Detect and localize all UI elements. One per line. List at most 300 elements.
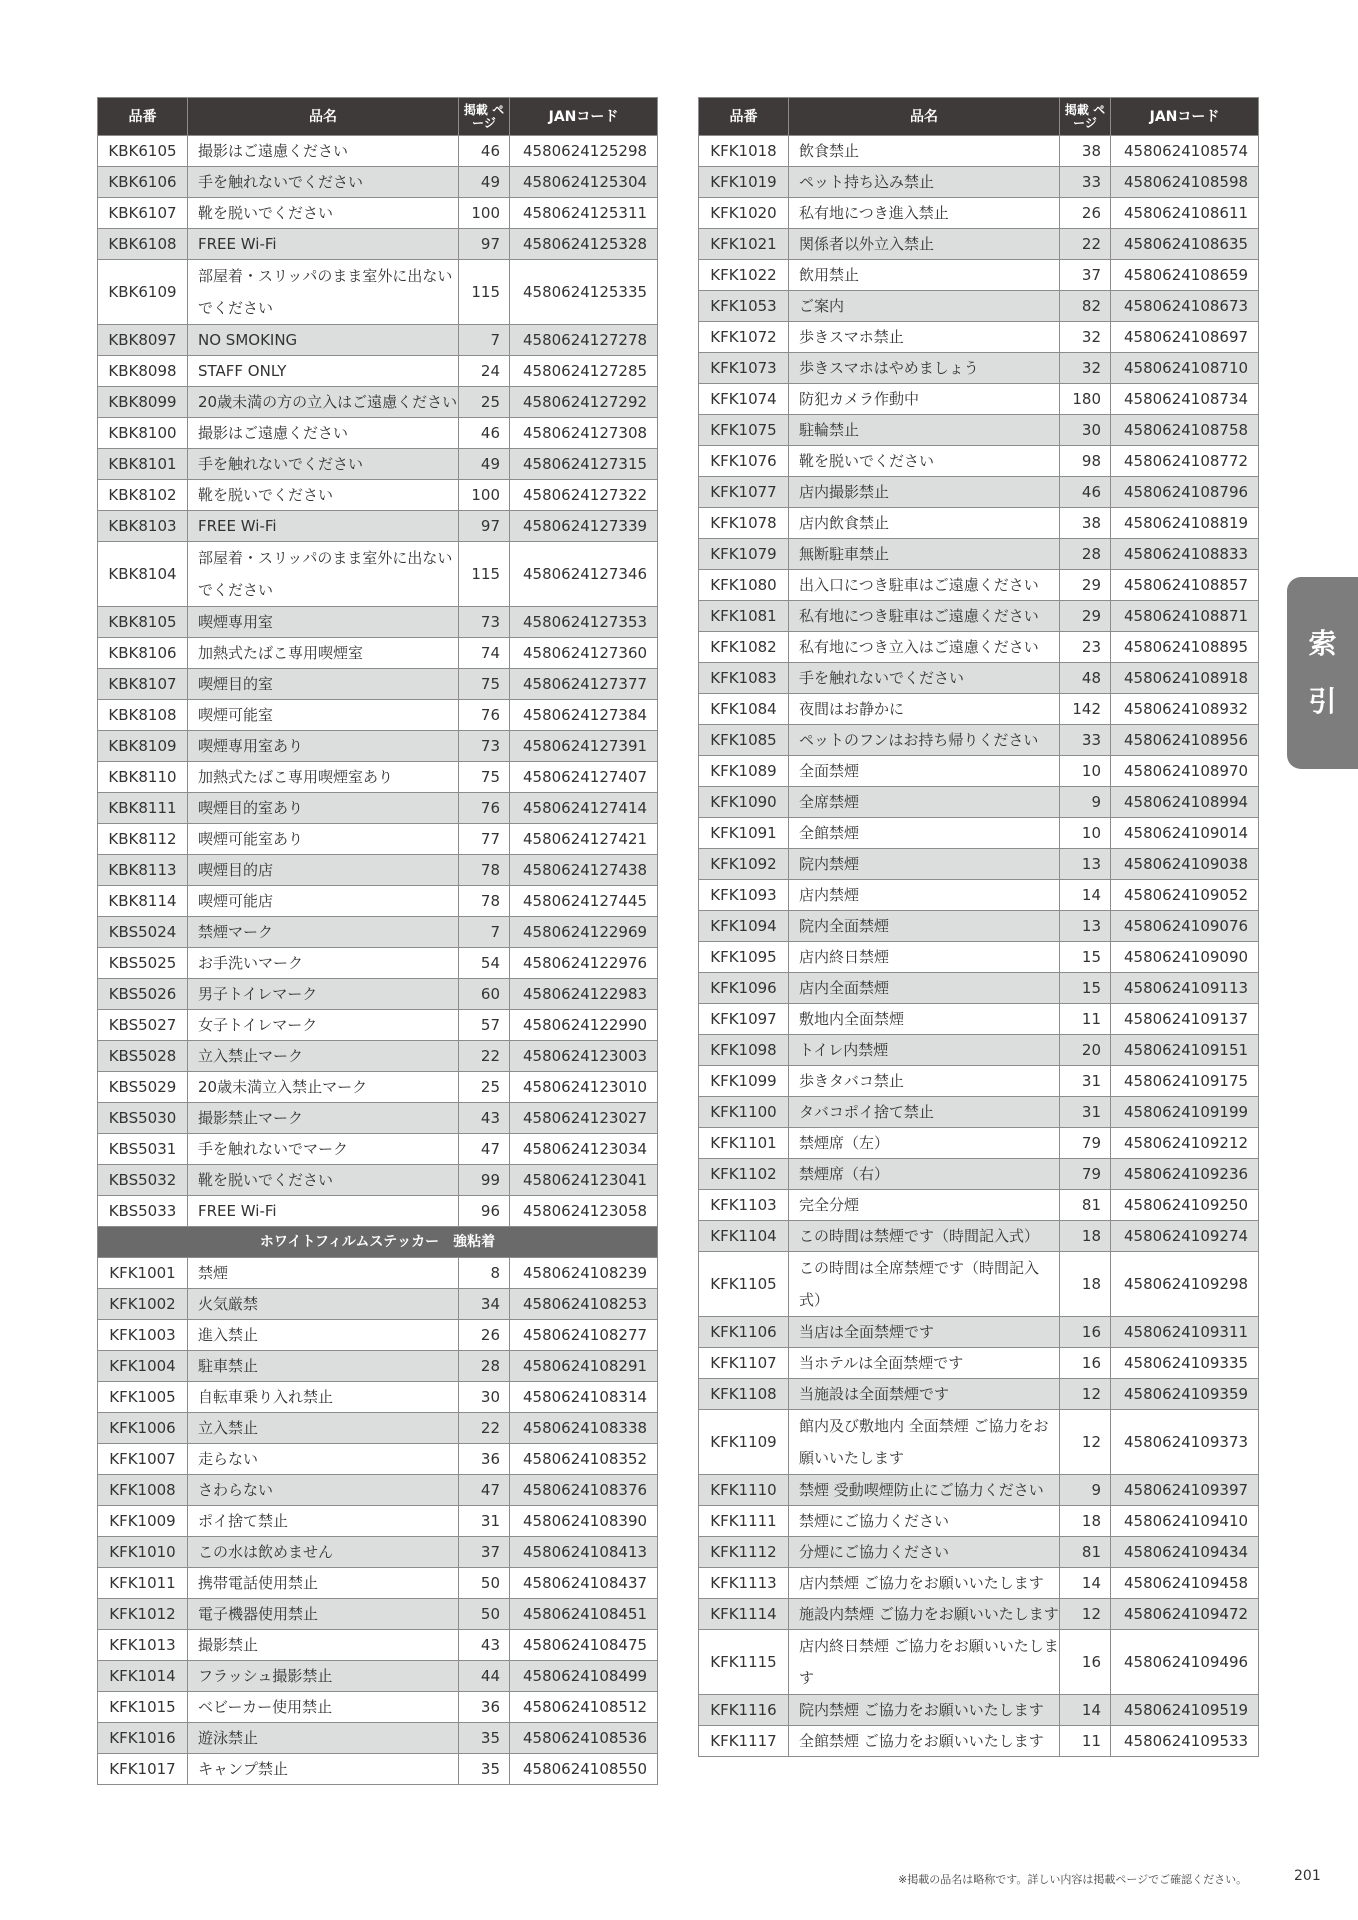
table-row xyxy=(699,229,1259,260)
item-name: 歩きスマホはやめましょう xyxy=(789,353,1060,384)
item-name: さわらない xyxy=(188,1475,459,1506)
page-ref: 43 xyxy=(459,1103,510,1134)
side-tab-char-2: 引 xyxy=(1308,685,1337,718)
item-name: 禁煙席（右） xyxy=(789,1159,1060,1190)
item-code: KFK1105 xyxy=(699,1252,789,1317)
jan-code: 4580624109250 xyxy=(1111,1190,1259,1221)
page-ref: 74 xyxy=(459,638,510,669)
page-ref: 100 xyxy=(459,480,510,511)
jan-code: 4580624108994 xyxy=(1111,787,1259,818)
table-row xyxy=(98,418,658,449)
table-row xyxy=(98,167,658,198)
item-name: 私有地につき立入はご遠慮ください xyxy=(789,632,1060,663)
item-code: KFK1010 xyxy=(98,1537,188,1568)
item-name: 店内禁煙 xyxy=(789,880,1060,911)
jan-code: 4580624108970 xyxy=(1111,756,1259,787)
item-name: 禁煙 受動喫煙防止にご協力ください xyxy=(789,1475,1060,1506)
table-row xyxy=(699,694,1259,725)
table-row xyxy=(699,1317,1259,1348)
item-name: 喫煙可能室 xyxy=(188,700,459,731)
jan-code: 4580624108697 xyxy=(1111,322,1259,353)
table-row xyxy=(699,291,1259,322)
jan-code: 4580624108338 xyxy=(510,1413,658,1444)
jan-code: 4580624108390 xyxy=(510,1506,658,1537)
jan-code: 4580624109137 xyxy=(1111,1004,1259,1035)
left-table-body xyxy=(98,136,658,1785)
page-ref: 97 xyxy=(459,511,510,542)
jan-code: 4580624108857 xyxy=(1111,570,1259,601)
item-name: 完全分煙 xyxy=(789,1190,1060,1221)
table-row xyxy=(98,1506,658,1537)
page-ref: 60 xyxy=(459,979,510,1010)
page-ref: 50 xyxy=(459,1568,510,1599)
item-name: 飲食禁止 xyxy=(789,136,1060,167)
item-code: KBK8107 xyxy=(98,669,188,700)
item-code: KBK8108 xyxy=(98,700,188,731)
table-row xyxy=(98,480,658,511)
page-ref: 30 xyxy=(1060,415,1111,446)
item-name: この時間は全席禁煙です（時間記入式） xyxy=(789,1252,1060,1317)
page-ref: 28 xyxy=(1060,539,1111,570)
table-row xyxy=(699,1004,1259,1035)
item-name: 防犯カメラ作動中 xyxy=(789,384,1060,415)
item-code: KFK1113 xyxy=(699,1568,789,1599)
item-name: 駐輪禁止 xyxy=(789,415,1060,446)
table-row xyxy=(98,1692,658,1723)
item-code: KBK8101 xyxy=(98,449,188,480)
table-row xyxy=(98,1072,658,1103)
index-table-left xyxy=(97,97,658,1785)
table-header-row xyxy=(98,98,658,136)
page-ref: 99 xyxy=(459,1165,510,1196)
table-row xyxy=(98,793,658,824)
item-code: KBS5030 xyxy=(98,1103,188,1134)
item-name: 手を触れないでください xyxy=(188,449,459,480)
item-name: 靴を脱いでください xyxy=(188,480,459,511)
table-row xyxy=(699,756,1259,787)
item-name: 手を触れないでマーク xyxy=(188,1134,459,1165)
page-ref: 12 xyxy=(1060,1379,1111,1410)
jan-code: 4580624108291 xyxy=(510,1351,658,1382)
item-name: 出入口につき駐車はご遠慮ください xyxy=(789,570,1060,601)
jan-code: 4580624123041 xyxy=(510,1165,658,1196)
table-row xyxy=(699,1506,1259,1537)
page-ref: 115 xyxy=(459,542,510,607)
jan-code: 4580624108673 xyxy=(1111,291,1259,322)
item-code: KFK1085 xyxy=(699,725,789,756)
page-ref: 78 xyxy=(459,886,510,917)
jan-code: 4580624108475 xyxy=(510,1630,658,1661)
item-code: KFK1020 xyxy=(699,198,789,229)
item-code: KBK6107 xyxy=(98,198,188,229)
item-code: KFK1005 xyxy=(98,1382,188,1413)
item-code: KFK1075 xyxy=(699,415,789,446)
table-row xyxy=(699,880,1259,911)
page-ref: 14 xyxy=(1060,880,1111,911)
jan-code: 4580624109496 xyxy=(1111,1630,1259,1695)
table-row xyxy=(98,1661,658,1692)
table-row xyxy=(699,1568,1259,1599)
item-name: 店内終日禁煙 ご協力をお願いいたします xyxy=(789,1630,1060,1695)
page-ref: 75 xyxy=(459,669,510,700)
page-ref: 12 xyxy=(1060,1599,1111,1630)
item-code: KFK1083 xyxy=(699,663,789,694)
table-row xyxy=(699,1097,1259,1128)
page-ref: 50 xyxy=(459,1599,510,1630)
item-code: KFK1091 xyxy=(699,818,789,849)
item-name: 撮影禁止 xyxy=(188,1630,459,1661)
table-row xyxy=(98,356,658,387)
item-code: KFK1100 xyxy=(699,1097,789,1128)
table-row xyxy=(699,1695,1259,1726)
jan-code: 4580624108499 xyxy=(510,1661,658,1692)
item-name: 店内撮影禁止 xyxy=(789,477,1060,508)
table-row xyxy=(98,1537,658,1568)
item-code: KFK1104 xyxy=(699,1221,789,1252)
item-name: ペット持ち込み禁止 xyxy=(789,167,1060,198)
jan-code: 4580624127285 xyxy=(510,356,658,387)
page-ref: 37 xyxy=(459,1537,510,1568)
jan-code: 4580624127445 xyxy=(510,886,658,917)
jan-code: 4580624108239 xyxy=(510,1258,658,1289)
item-code: KFK1073 xyxy=(699,353,789,384)
item-code: KFK1080 xyxy=(699,570,789,601)
item-code: KFK1114 xyxy=(699,1599,789,1630)
item-name: 喫煙目的店 xyxy=(188,855,459,886)
item-name: ベビーカー使用禁止 xyxy=(188,1692,459,1723)
index-side-tab[interactable] xyxy=(1287,577,1358,769)
jan-code: 4580624108352 xyxy=(510,1444,658,1475)
item-name: NO SMOKING xyxy=(188,325,459,356)
jan-code: 4580624108451 xyxy=(510,1599,658,1630)
item-name: この時間は禁煙です（時間記入式） xyxy=(789,1221,1060,1252)
item-code: KFK1108 xyxy=(699,1379,789,1410)
item-code: KFK1016 xyxy=(98,1723,188,1754)
item-code: KBS5024 xyxy=(98,917,188,948)
jan-code: 4580624109373 xyxy=(1111,1410,1259,1475)
item-code: KFK1077 xyxy=(699,477,789,508)
page-ref: 10 xyxy=(1060,818,1111,849)
item-code: KFK1090 xyxy=(699,787,789,818)
page-ref: 16 xyxy=(1060,1348,1111,1379)
jan-code: 4580624108550 xyxy=(510,1754,658,1785)
item-code: KFK1095 xyxy=(699,942,789,973)
table-row xyxy=(98,855,658,886)
jan-code: 4580624109052 xyxy=(1111,880,1259,911)
item-name: 当ホテルは全面禁煙です xyxy=(789,1348,1060,1379)
item-code: KFK1082 xyxy=(699,632,789,663)
item-code: KFK1106 xyxy=(699,1317,789,1348)
item-code: KFK1015 xyxy=(98,1692,188,1723)
item-name: 進入禁止 xyxy=(188,1320,459,1351)
jan-code: 4580624127360 xyxy=(510,638,658,669)
item-code: KFK1078 xyxy=(699,508,789,539)
jan-code: 4580624109090 xyxy=(1111,942,1259,973)
item-name: キャンプ禁止 xyxy=(188,1754,459,1785)
table-row xyxy=(98,325,658,356)
table-row xyxy=(699,632,1259,663)
page-ref: 8 xyxy=(459,1258,510,1289)
jan-code: 4580624108536 xyxy=(510,1723,658,1754)
page-ref: 75 xyxy=(459,762,510,793)
jan-code: 4580624108512 xyxy=(510,1692,658,1723)
item-name: お手洗いマーク xyxy=(188,948,459,979)
page-ref: 22 xyxy=(1060,229,1111,260)
table-row xyxy=(699,1726,1259,1757)
item-code: KBS5032 xyxy=(98,1165,188,1196)
page-ref: 9 xyxy=(1060,787,1111,818)
item-code: KBS5031 xyxy=(98,1134,188,1165)
item-name: 当店は全面禁煙です xyxy=(789,1317,1060,1348)
page-ref: 36 xyxy=(459,1692,510,1723)
page-ref: 180 xyxy=(1060,384,1111,415)
jan-code: 4580624109151 xyxy=(1111,1035,1259,1066)
table-row xyxy=(98,886,658,917)
table-row xyxy=(699,1190,1259,1221)
table-row xyxy=(699,1599,1259,1630)
table-row xyxy=(699,1537,1259,1568)
item-code: KFK1001 xyxy=(98,1258,188,1289)
page-ref: 18 xyxy=(1060,1506,1111,1537)
page-ref: 29 xyxy=(1060,570,1111,601)
table-row xyxy=(98,1103,658,1134)
jan-code: 4580624108413 xyxy=(510,1537,658,1568)
item-code: KFK1103 xyxy=(699,1190,789,1221)
table-header-row xyxy=(699,98,1259,136)
item-name: 全面禁煙 xyxy=(789,756,1060,787)
table-row xyxy=(98,607,658,638)
item-code: KBK8113 xyxy=(98,855,188,886)
jan-code: 4580624108819 xyxy=(1111,508,1259,539)
item-name: 喫煙可能店 xyxy=(188,886,459,917)
page-ref: 35 xyxy=(459,1754,510,1785)
item-name: 店内終日禁煙 xyxy=(789,942,1060,973)
table-row xyxy=(98,1723,658,1754)
item-code: KFK1007 xyxy=(98,1444,188,1475)
table-row xyxy=(699,1035,1259,1066)
jan-code: 4580624123010 xyxy=(510,1072,658,1103)
page-ref: 24 xyxy=(459,356,510,387)
item-name: 20歳未満立入禁止マーク xyxy=(188,1072,459,1103)
page-ref: 57 xyxy=(459,1010,510,1041)
page-ref: 34 xyxy=(459,1289,510,1320)
page-ref: 32 xyxy=(1060,353,1111,384)
jan-code: 4580624127377 xyxy=(510,669,658,700)
table-row xyxy=(98,1258,658,1289)
item-name: 禁煙にご協力ください xyxy=(789,1506,1060,1537)
table-row xyxy=(699,322,1259,353)
page-ref: 47 xyxy=(459,1475,510,1506)
page-ref: 26 xyxy=(459,1320,510,1351)
item-name: 携帯電話使用禁止 xyxy=(188,1568,459,1599)
item-code: KBK8106 xyxy=(98,638,188,669)
jan-code: 4580624108932 xyxy=(1111,694,1259,725)
jan-code: 4580624122976 xyxy=(510,948,658,979)
table-row xyxy=(699,849,1259,880)
page-ref: 73 xyxy=(459,731,510,762)
item-name: 店内飲食禁止 xyxy=(789,508,1060,539)
item-name: 手を触れないでください xyxy=(789,663,1060,694)
jan-code: 4580624108376 xyxy=(510,1475,658,1506)
item-code: KFK1111 xyxy=(699,1506,789,1537)
table-row xyxy=(98,387,658,418)
item-name: 喫煙可能室あり xyxy=(188,824,459,855)
page-ref: 76 xyxy=(459,700,510,731)
page-ref: 18 xyxy=(1060,1221,1111,1252)
jan-code: 4580624127308 xyxy=(510,418,658,449)
jan-code: 4580624109359 xyxy=(1111,1379,1259,1410)
table-row xyxy=(98,136,658,167)
table-row xyxy=(98,1041,658,1072)
jan-code: 4580624109298 xyxy=(1111,1252,1259,1317)
jan-code: 4580624122983 xyxy=(510,979,658,1010)
table-row xyxy=(699,167,1259,198)
jan-code: 4580624127339 xyxy=(510,511,658,542)
item-name: 店内全面禁煙 xyxy=(789,973,1060,1004)
table-row xyxy=(98,1568,658,1599)
jan-code: 4580624109014 xyxy=(1111,818,1259,849)
page-ref: 38 xyxy=(1060,508,1111,539)
table-row xyxy=(699,1379,1259,1410)
table-row xyxy=(699,911,1259,942)
section-title: ホワイトフィルムステッカー 強粘着 xyxy=(98,1227,658,1258)
item-code: KFK1101 xyxy=(699,1128,789,1159)
table-row xyxy=(98,542,658,607)
item-name: 私有地につき進入禁止 xyxy=(789,198,1060,229)
page-ref: 43 xyxy=(459,1630,510,1661)
item-code: KBS5033 xyxy=(98,1196,188,1227)
jan-code: 4580624109434 xyxy=(1111,1537,1259,1568)
page-ref: 46 xyxy=(459,136,510,167)
jan-code: 4580624108895 xyxy=(1111,632,1259,663)
footnote: ※掲載の品名は略称です。詳しい内容は掲載ページでご確認ください。 xyxy=(898,1873,1248,1886)
item-name: 遊泳禁止 xyxy=(188,1723,459,1754)
page-ref: 15 xyxy=(1060,942,1111,973)
item-name: 火気厳禁 xyxy=(188,1289,459,1320)
table-row xyxy=(699,1630,1259,1695)
page-ref: 25 xyxy=(459,387,510,418)
item-code: KFK1012 xyxy=(98,1599,188,1630)
page-ref: 28 xyxy=(459,1351,510,1382)
item-name: 撮影はご遠慮ください xyxy=(188,418,459,449)
jan-code: 4580624127353 xyxy=(510,607,658,638)
jan-code: 4580624125328 xyxy=(510,229,658,260)
page-ref: 47 xyxy=(459,1134,510,1165)
table-row xyxy=(98,1754,658,1785)
table-row xyxy=(699,1252,1259,1317)
item-name: ペットのフンはお持ち帰りください xyxy=(789,725,1060,756)
table-row xyxy=(699,384,1259,415)
item-code: KFK1094 xyxy=(699,911,789,942)
item-code: KFK1084 xyxy=(699,694,789,725)
item-name: タバコポイ捨て禁止 xyxy=(789,1097,1060,1128)
table-row xyxy=(699,136,1259,167)
item-code: KFK1093 xyxy=(699,880,789,911)
page-ref: 79 xyxy=(1060,1159,1111,1190)
item-name: 私有地につき駐車はご遠慮ください xyxy=(789,601,1060,632)
table-row xyxy=(699,942,1259,973)
table-row xyxy=(699,353,1259,384)
table-row xyxy=(98,1599,658,1630)
item-name: 飲用禁止 xyxy=(789,260,1060,291)
item-code: KFK1089 xyxy=(699,756,789,787)
jan-code: 4580624123034 xyxy=(510,1134,658,1165)
jan-code: 4580624127421 xyxy=(510,824,658,855)
jan-code: 4580624123058 xyxy=(510,1196,658,1227)
jan-code: 4580624125298 xyxy=(510,136,658,167)
item-code: KFK1074 xyxy=(699,384,789,415)
jan-code: 4580624127384 xyxy=(510,700,658,731)
page-ref: 81 xyxy=(1060,1190,1111,1221)
item-name: 喫煙目的室 xyxy=(188,669,459,700)
item-name: この水は飲めません xyxy=(188,1537,459,1568)
item-name: 院内全面禁煙 xyxy=(789,911,1060,942)
table-row xyxy=(98,1382,658,1413)
item-code: KBK8100 xyxy=(98,418,188,449)
table-row xyxy=(98,1196,658,1227)
page-ref: 22 xyxy=(459,1041,510,1072)
page-ref: 33 xyxy=(1060,725,1111,756)
page-ref: 81 xyxy=(1060,1537,1111,1568)
jan-code: 4580624109199 xyxy=(1111,1097,1259,1128)
item-code: KBK6108 xyxy=(98,229,188,260)
item-name: 夜間はお静かに xyxy=(789,694,1060,725)
jan-code: 4580624108277 xyxy=(510,1320,658,1351)
jan-code: 4580624109458 xyxy=(1111,1568,1259,1599)
table-row xyxy=(98,511,658,542)
item-code: KFK1117 xyxy=(699,1726,789,1757)
item-code: KBS5026 xyxy=(98,979,188,1010)
header-page: 掲載 ページ xyxy=(459,98,510,136)
item-name: 20歳未満の方の立入はご遠慮ください xyxy=(188,387,459,418)
jan-code: 4580624108710 xyxy=(1111,353,1259,384)
jan-code: 4580624108833 xyxy=(1111,539,1259,570)
table-row xyxy=(699,539,1259,570)
page-ref: 11 xyxy=(1060,1004,1111,1035)
page-ref: 48 xyxy=(1060,663,1111,694)
jan-code: 4580624108918 xyxy=(1111,663,1259,694)
table-row xyxy=(98,669,658,700)
table-row xyxy=(699,508,1259,539)
jan-code: 4580624108574 xyxy=(1111,136,1259,167)
jan-code: 4580624109410 xyxy=(1111,1506,1259,1537)
table-row xyxy=(98,979,658,1010)
item-code: KFK1076 xyxy=(699,446,789,477)
item-name: 全席禁煙 xyxy=(789,787,1060,818)
item-name: 関係者以外立入禁止 xyxy=(789,229,1060,260)
table-row xyxy=(699,1221,1259,1252)
page-ref: 38 xyxy=(1060,136,1111,167)
jan-code: 4580624109335 xyxy=(1111,1348,1259,1379)
table-row xyxy=(699,1475,1259,1506)
jan-code: 4580624108611 xyxy=(1111,198,1259,229)
jan-code: 4580624109038 xyxy=(1111,849,1259,880)
page-ref: 26 xyxy=(1060,198,1111,229)
jan-code: 4580624108635 xyxy=(1111,229,1259,260)
item-code: KFK1081 xyxy=(699,601,789,632)
page-ref: 9 xyxy=(1060,1475,1111,1506)
page-ref: 13 xyxy=(1060,849,1111,880)
jan-code: 4580624125311 xyxy=(510,198,658,229)
jan-code: 4580624108437 xyxy=(510,1568,658,1599)
side-tab-char-1: 索 xyxy=(1308,627,1337,660)
table-row xyxy=(699,663,1259,694)
item-name: 敷地内全面禁煙 xyxy=(789,1004,1060,1035)
page-ref: 23 xyxy=(1060,632,1111,663)
item-name: 部屋着・スリッパのまま室外に出ないでください xyxy=(188,260,459,325)
item-name: 歩きタバコ禁止 xyxy=(789,1066,1060,1097)
table-row xyxy=(699,1128,1259,1159)
